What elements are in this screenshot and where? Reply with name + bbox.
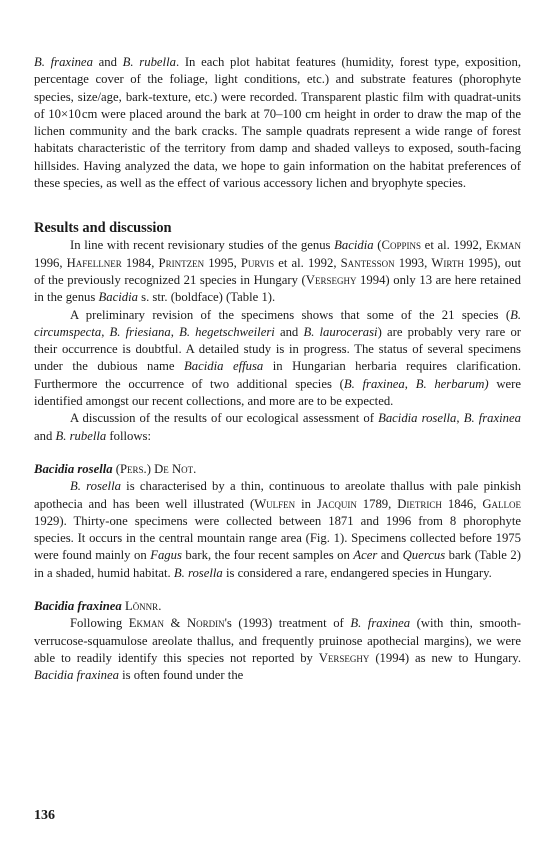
results-paragraph-1: In line with recent revisionary studies of the genus Bacidia (Coppins et al. 1992, Ekman 1996, Hafellner 1984, Printzen 1995, Purvis et al. 1992, Santesson 1993, Wirth 1995), out of the previously recognized 21 species in Hungary (Verseghy 1994) only 13 are here retained in the genus Bacidia s. str. (boldface) (Table 1).: [34, 238, 521, 305]
species-author-fraxinea: Lönnr.: [124, 599, 162, 614]
species-heading-rosella: Bacidia rosella (Pers.) De Not.: [34, 461, 197, 476]
rosella-paragraph: B. rosella is characterised by a thin, continuous to areolate thallus with pale pinkish apothecia and has been well illustrated (Wulfen in Jacquin 1789, Dietrich 1846, Galloe 1929). Thirty-one specimens were collected between 1871 and 1996 from 8 phorophyte species. It occurs in the central mountain range area (Fig. 1). Specimens collected before 1975 were found mainly on Fagus bark, the four recent samples on Acer and Quercus bark (Table 2) in a shaded, humid habitat. B. rosella is considered a rare, endangered species in Hungary.: [34, 479, 522, 580]
page-number: 136: [34, 808, 55, 823]
species-author-rosella: (Pers.) De Not.: [115, 461, 197, 476]
results-paragraph-2: A preliminary revision of the specimens shows that some of the 21 species (B. circumspecta, B. friesiana, B. hegetschweileri and B. laurocerasi) are probably very rare or their occurrence is doubtful. A detailed study is in progress. The status of several specimens under the dubious name Bacidia effusa in Hungarian herbaria requires clarification. Furthermore the occurrence of two additional species (B. fraxinea, B. herbarum) were identified amongst our recent collections, and more are to be expected.: [34, 307, 522, 409]
results-paragraph-3: A discussion of the results of our ecological assessment of Bacidia rosella, B. fraxinea and B. rubella follows:: [34, 411, 521, 443]
species-heading-fraxinea: Bacidia fraxinea Lönnr.: [34, 599, 162, 614]
fraxinea-paragraph: Following Ekman & Nordin's (1993) treatment of B. fraxinea (with thin, smooth-verrucose-squamulose areolate thallus, and frequently pruinose apothecial margins), we were able to readily identify this species not reported by Verseghy (1994) as new to Hungary. Bacidia fraxinea is often found under the: [34, 616, 521, 683]
section-heading: Results and discussion: [34, 220, 172, 237]
intro-paragraph: B. fraxinea and B. rubella. In each plot habitat features (humidity, forest type, exposition, percentage cover of the foliage, light conditions, etc.) and substrate features (phorophyte species, size/age, bark-texture, etc.) were recorded. Transparent plastic film with quadrat-units of 10×10 cm were placed around the bark at 70–100 cm height in order to draw the map of the lichen community and the bark cracks. The sample quadrats represent a wide range of forest habitats characteristic of the territory from damp and shaded valleys to exposed, south-facing hillsides. Having analyzed the data, we hope to gain information on the habitat preferences of these species, as well as the effect of various accessory lichen and bryophyte species.: [34, 55, 521, 191]
page-body: [34, 54, 521, 685]
